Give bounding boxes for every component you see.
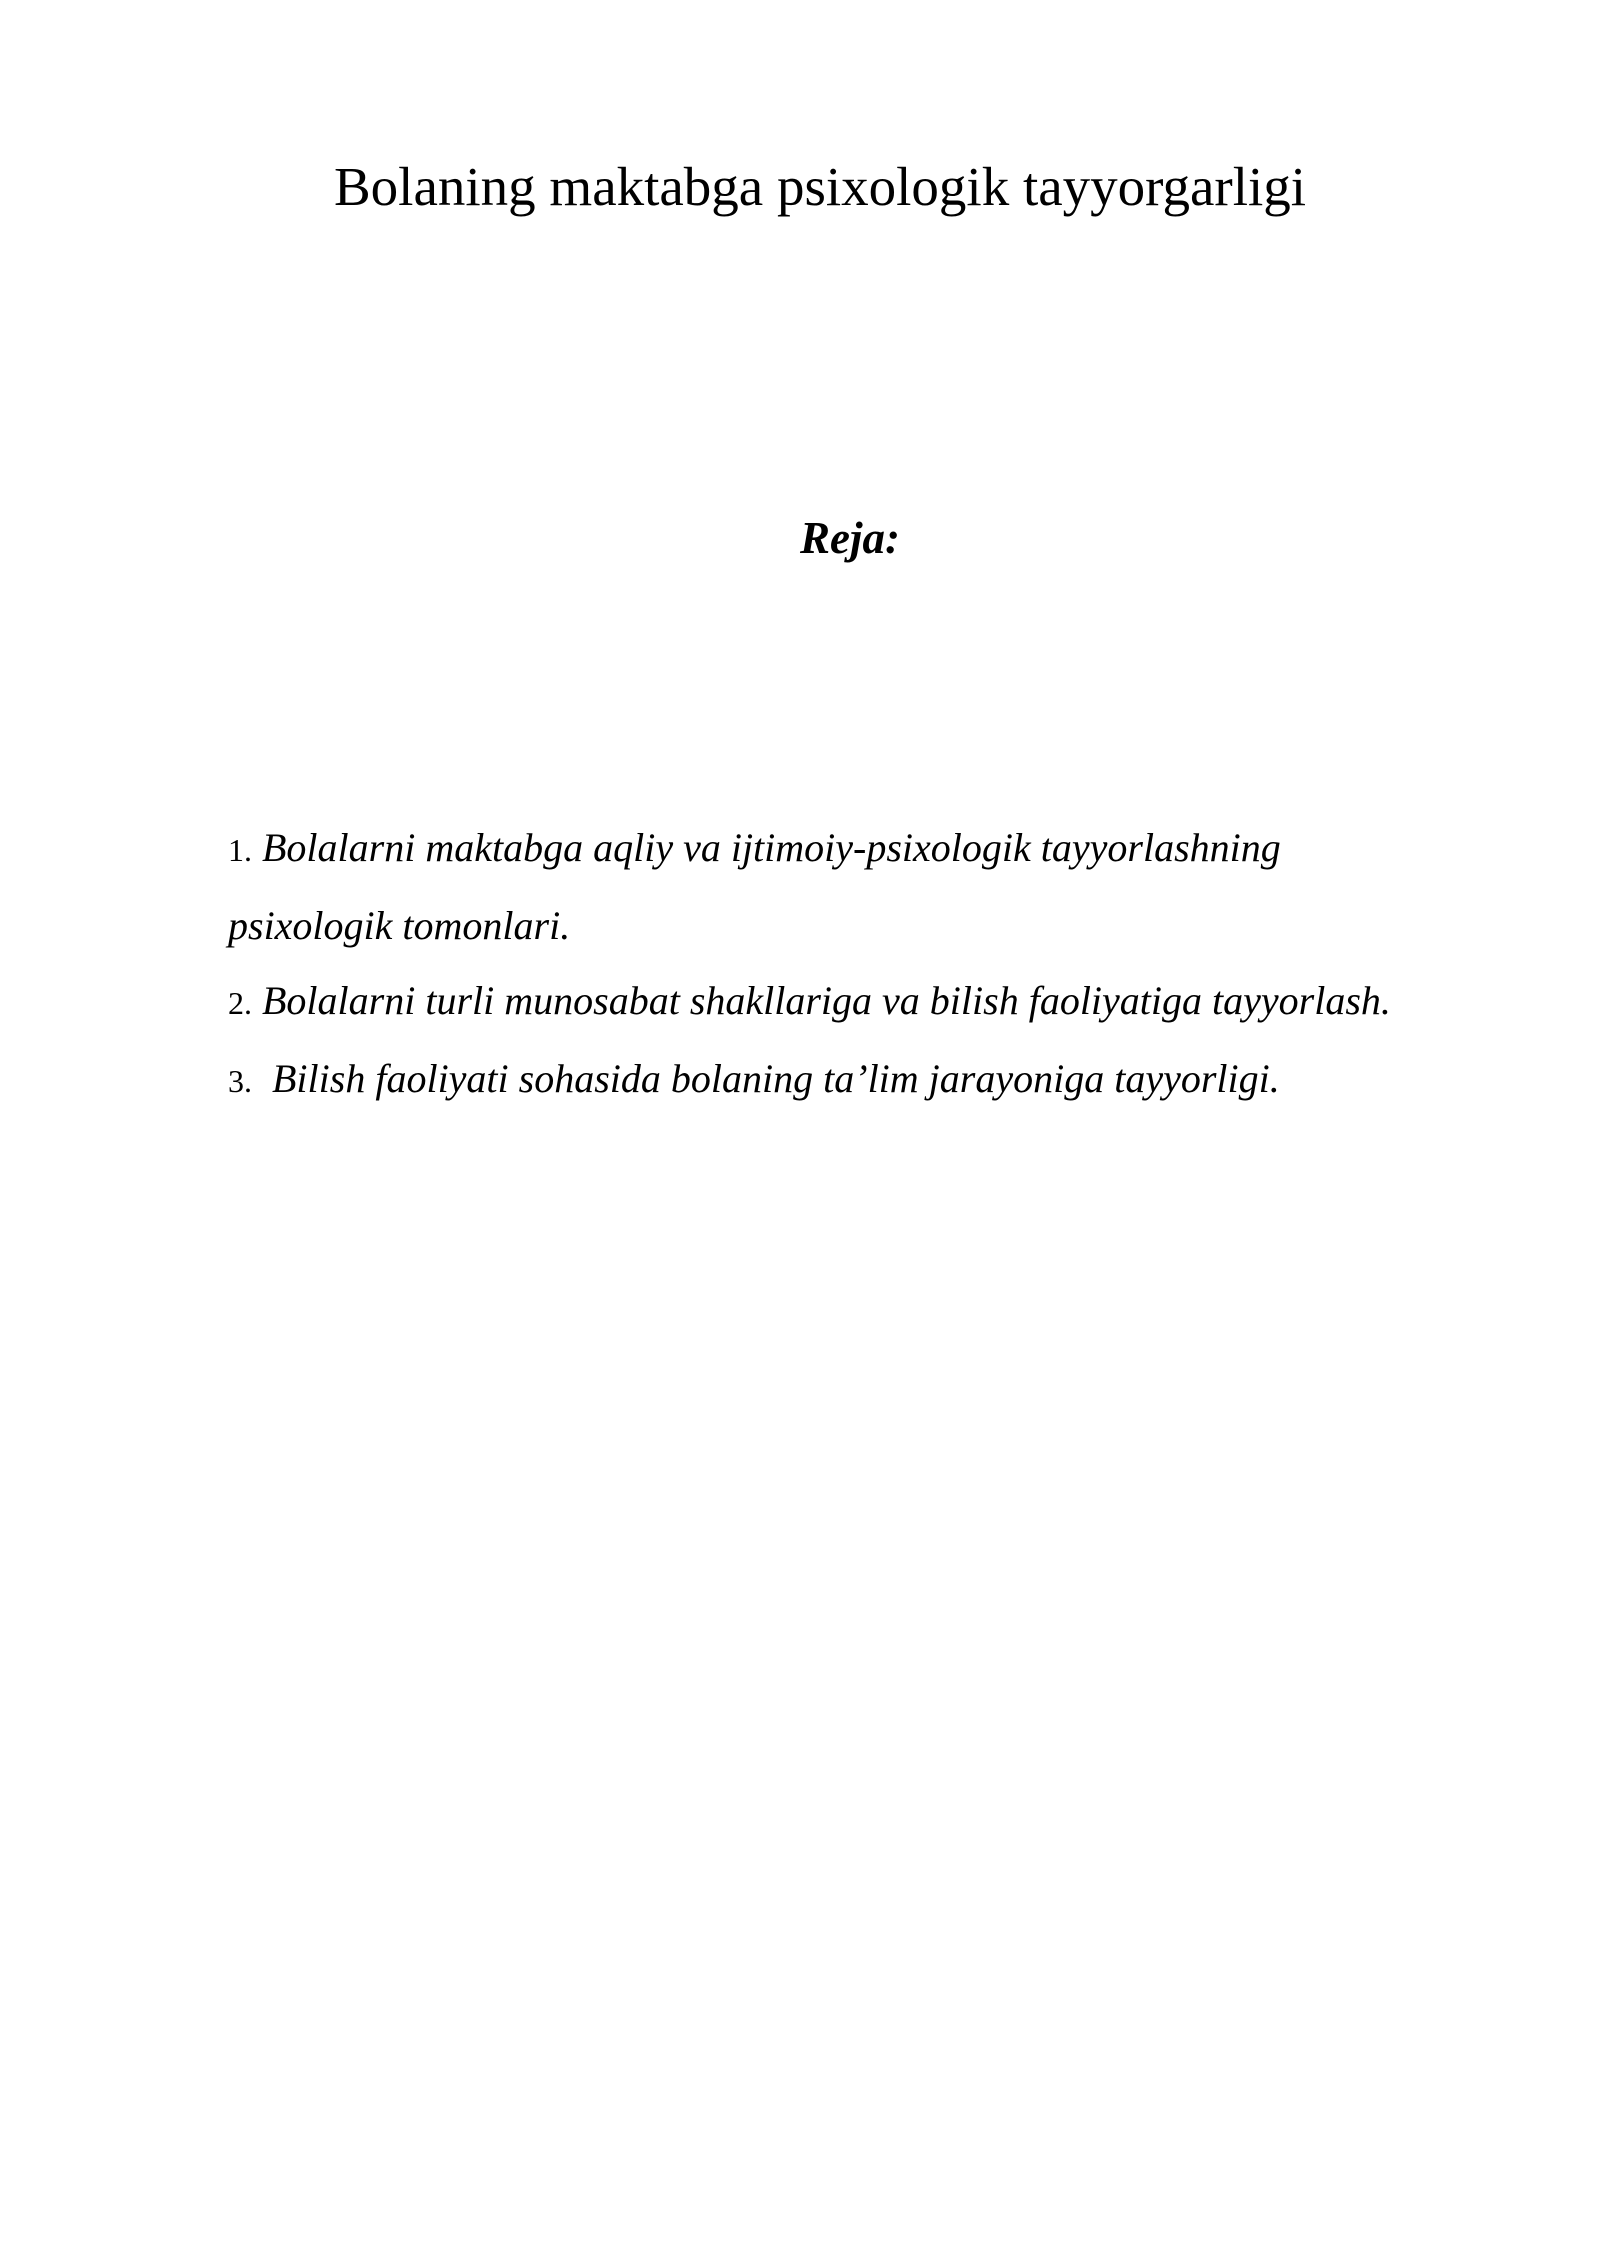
plan-item-text: Bilish faoliyati sohasida bolaning ta’lim jarayoniga tayyorligi. — [272, 1056, 1280, 1101]
plan-item-text: Bolalarni maktabga aqliy va ijtimoiy-psixologik tayyorlashning — [262, 825, 1281, 870]
plan-item-number: 3. — [228, 1063, 252, 1099]
plan-item-text: Bolalarni turli munosabat shakllariga va bilish faoliyatiga tayyorlash. — [262, 978, 1391, 1023]
plan-item-3 — [228, 1041, 1528, 1119]
plan-item-number: 1. — [228, 832, 252, 868]
plan-item-2 — [228, 963, 1528, 1041]
plan-item-text-continued: psixologik tomonlari. — [228, 903, 571, 948]
plan-item-number: 2. — [228, 985, 252, 1021]
plan-item-1-continuation — [228, 888, 1528, 963]
plan-heading: Reja: — [800, 513, 900, 563]
plan-item-1 — [228, 810, 1528, 888]
document-title: Bolaning maktabga psixologik tayyorgarligi — [334, 156, 1307, 217]
plan-list — [228, 810, 1528, 1119]
